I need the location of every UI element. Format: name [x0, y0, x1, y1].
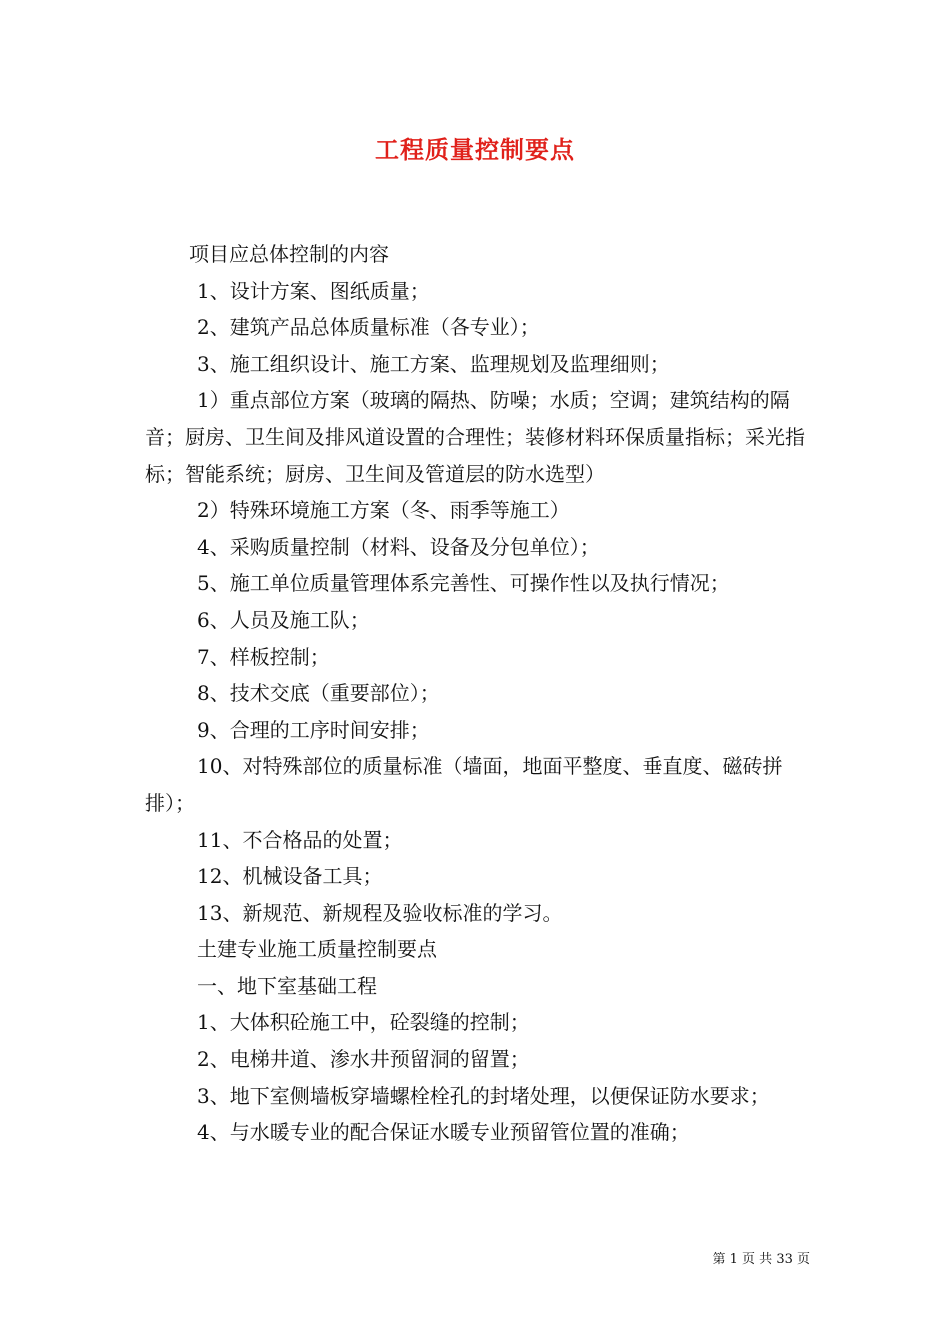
section-heading: 土建专业施工质量控制要点	[197, 937, 437, 962]
paragraph: 2）特殊环境施工方案（冬、雨季等施工）	[197, 498, 570, 523]
paragraph: 项目应总体控制的内容	[189, 242, 389, 266]
paragraph: 9、合理的工序时间安排；	[197, 717, 430, 742]
paragraph: 2、建筑产品总体质量标准（各专业）；	[197, 315, 540, 340]
paragraph: 6、人员及施工队；	[197, 607, 370, 632]
paragraph: 13、新规范、新规程及验收标准的学习。	[197, 900, 563, 925]
document-body	[145, 236, 810, 1151]
page-number-footer: 第 1 页 共 33 页	[712, 1252, 810, 1267]
paragraph: 4、采购质量控制（材料、设备及分包单位）；	[197, 534, 600, 559]
paragraph: 2、电梯井道、渗水井预留洞的留置；	[197, 1047, 530, 1072]
paragraph: 11、不合格品的处置；	[197, 827, 403, 852]
paragraph: 8、技术交底（重要部位）；	[197, 681, 440, 706]
paragraph: 12、机械设备工具；	[197, 864, 383, 889]
paragraph: 1、大体积砼施工中，砼裂缝的控制；	[197, 1010, 530, 1035]
paragraph: 10、对特殊部位的质量标准（墙面，地面平整度、垂直度、磁砖拼排）；	[145, 754, 783, 815]
document-title: 工程质量控制要点	[375, 135, 575, 164]
paragraph: 3、施工组织设计、施工方案、监理规划及监理细则；	[197, 351, 670, 376]
paragraph: 1、设计方案、图纸质量；	[197, 278, 430, 303]
subsection-heading: 一、地下室基础工程	[197, 973, 377, 998]
paragraph: 1）重点部位方案（玻璃的隔热、防噪；水质；空调；建筑结构的隔音；厨房、卫生间及排风道设置的合理性；装修材料环保质量指标；采光指标；智能系统；厨房、卫生间及管道层的防水选型）	[145, 388, 805, 486]
paragraph: 7、样板控制；	[197, 644, 330, 669]
paragraph: 3、地下室侧墙板穿墙螺栓栓孔的封堵处理，以便保证防水要求；	[197, 1083, 770, 1108]
paragraph: 5、施工单位质量管理体系完善性、可操作性以及执行情况；	[197, 571, 730, 596]
paragraph: 4、与水暖专业的配合保证水暖专业预留管位置的准确；	[197, 1120, 690, 1145]
